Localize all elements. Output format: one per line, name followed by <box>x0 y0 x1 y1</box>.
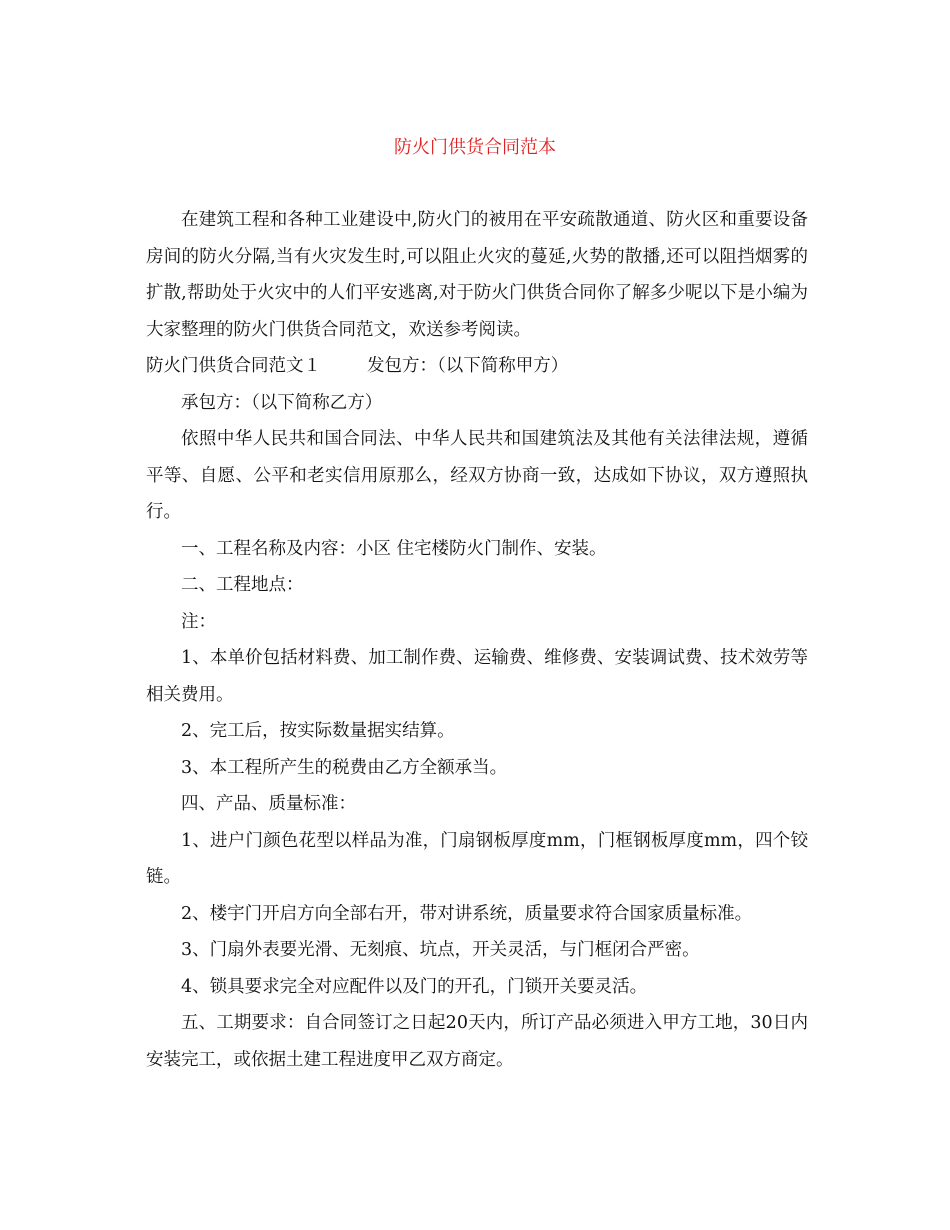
intro-paragraph: 在建筑工程和各种工业建设中,防火门的被用在平安疏散通道、防火区和重要设备房间的防火分隔,当有火灾发生时,可以阻止火灾的蔓延,火势的散播,还可以阻挡烟雾的扩散,帮助处于火灾中的人们平安逃离,对于防火门供货合同你了解多少呢以下是小编为大家整理的防火门供货合同范文，欢送参考阅读。 <box>146 210 808 340</box>
quality-2: 2、楼宇门开启方向全部右开，带对讲系统，质量要求符合国家质量标准。 <box>181 903 753 924</box>
section-5: 五、工期要求：自合同签订之日起20天内，所订产品必须进入甲方工地，30日内安装完工，或依据土建工程进度甲乙双方商定。 <box>146 1013 808 1070</box>
quality-4: 4、锁具要求完全对应配件以及门的开孔，门锁开关要灵活。 <box>181 976 648 997</box>
note-2: 2、完工后，按实际数量据实结算。 <box>181 721 455 741</box>
document-title: 防火门供货合同范本 <box>394 137 556 158</box>
section-2: 二、工程地点： <box>181 575 304 595</box>
party-b: 承包方：（以下简称乙方） <box>181 392 383 413</box>
sample-heading: 防火门供货合同范文１ <box>146 356 321 376</box>
section-4: 四、产品、质量标准： <box>181 794 356 814</box>
quality-3: 3、门扇外表要光滑、无刻痕、坑点，开关灵活，与门框闭合严密。 <box>181 940 700 960</box>
section-1: 一、工程名称及内容：小区 住宅楼防火门制作、安装。 <box>181 538 607 559</box>
note-label: 注： <box>181 611 216 632</box>
quality-1: 1、进户门颜色花型以样品为准，门扇钢板厚度mm，门框钢板厚度mm，四个铰链。 <box>146 830 808 887</box>
note-3: 3、本工程所产生的税费由乙方全额承当。 <box>181 757 508 778</box>
sample-heading-line <box>146 348 808 385</box>
note-1: 1、本单价包括材料费、加工制作费、运输费、维修费、安装调试费、技术效劳等相关费用。 <box>146 648 808 705</box>
document-body <box>146 202 808 1078</box>
basis-paragraph: 依照中华人民共和国合同法、中华人民共和国建筑法及其他有关法律法规，遵循平等、自愿、公平和老实信用原那么，经双方协商一致，达成如下协议，双方遵照执行。 <box>146 429 808 522</box>
party-a: 发包方：（以下简称甲方） <box>367 356 569 376</box>
